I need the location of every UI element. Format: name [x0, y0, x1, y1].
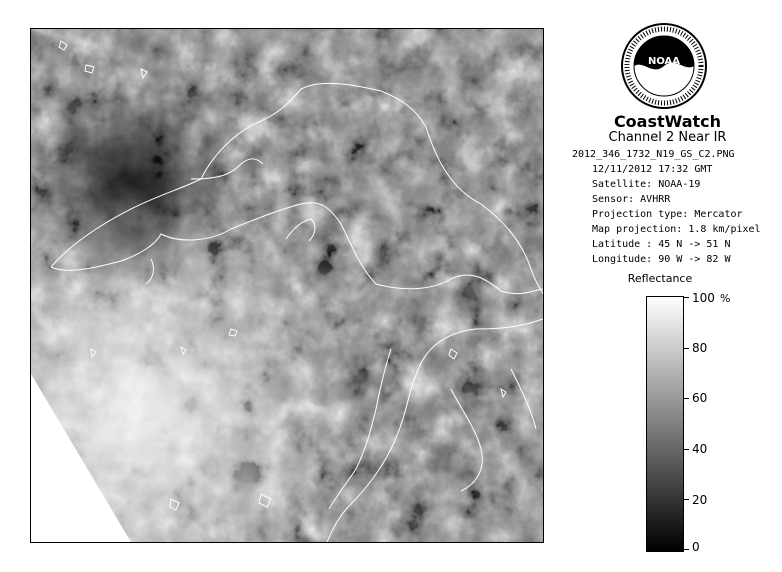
longitude-range: Longitude: 90 W -> 82 W: [592, 254, 731, 265]
noaa-logo: [620, 22, 708, 110]
projection-type: Projection type: Mercator: [592, 209, 743, 220]
scale-tick-label: 40: [692, 442, 708, 456]
brand-title: CoastWatch: [613, 112, 722, 131]
scale-tick: [683, 549, 689, 550]
latitude-range: Latitude : 45 N -> 51 N: [592, 239, 731, 250]
satellite-image: [30, 28, 544, 543]
scale-tick: [683, 499, 689, 500]
scale-tick: [683, 348, 689, 349]
scale-unit: %: [720, 292, 731, 305]
svg-text:NOAA: NOAA: [647, 56, 681, 67]
scale-tick: [683, 297, 689, 298]
map-projection: Map projection: 1.8 km/pixel: [592, 224, 761, 235]
scale-title: Reflectance: [627, 272, 693, 285]
noaa-seal-icon: [620, 22, 708, 110]
scale-tick: [683, 449, 689, 450]
satellite: Satellite: NOAA-19: [592, 179, 701, 190]
scale-tick-label: 100: [692, 291, 715, 305]
reflectance-map: [31, 29, 543, 542]
scale-tick-label: 20: [692, 493, 708, 507]
image-info: [572, 147, 761, 267]
reflectance-colorbar: [646, 296, 684, 552]
datetime: 12/11/2012 17:32 GMT: [592, 164, 713, 175]
sensor: Sensor: AVHRR: [592, 194, 671, 205]
filename: 2012_346_1732_N19_GS_C2.PNG: [572, 149, 735, 160]
dark-clear-region: [31, 29, 543, 542]
scale-tick-label: 0: [692, 540, 700, 554]
scale-tick-label: 60: [692, 391, 708, 405]
scale-tick-label: 80: [692, 341, 708, 355]
scale-tick: [683, 398, 689, 399]
channel-label: Channel 2 Near IR: [608, 130, 727, 145]
